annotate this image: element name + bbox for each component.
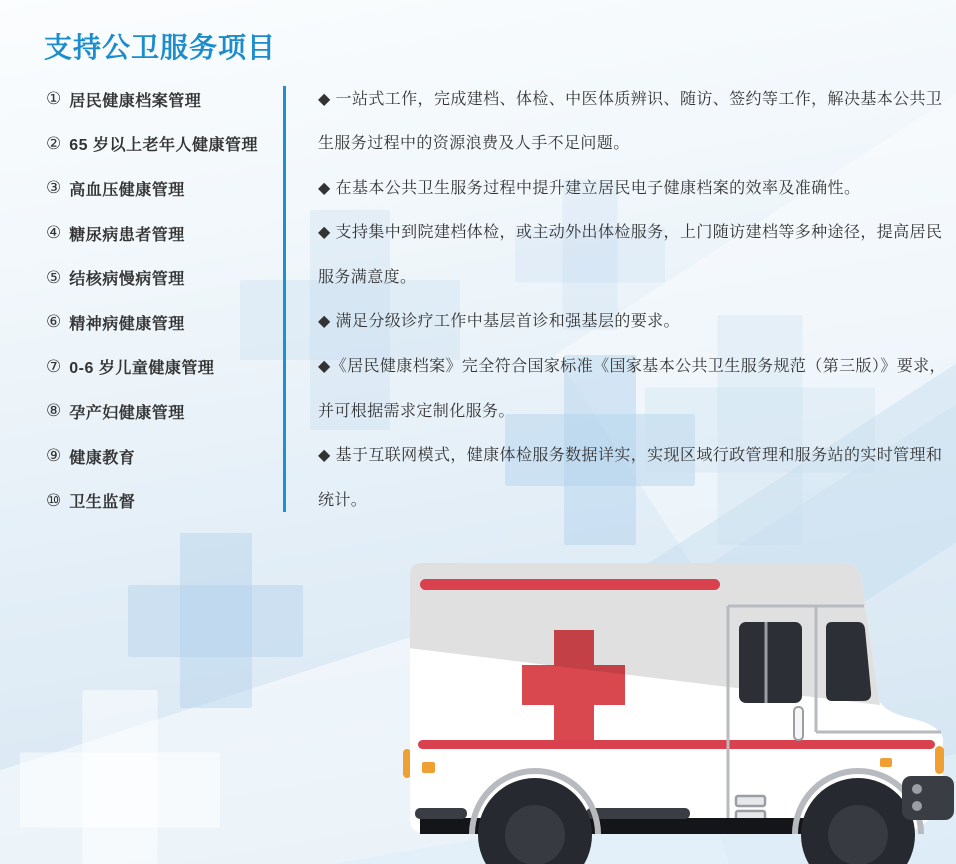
service-item-label: 65 岁以上老年人健康管理	[69, 137, 258, 155]
service-item-number: ⑤	[46, 267, 62, 287]
column-divider	[283, 86, 286, 512]
service-list-item	[46, 255, 281, 300]
service-item-label: 卫生监督	[69, 494, 136, 512]
service-list-item	[46, 211, 281, 256]
ambulance-door-window	[739, 622, 802, 703]
service-item-number: ②	[46, 133, 62, 153]
front-marker-light	[880, 758, 892, 767]
door-handle	[794, 707, 803, 740]
feature-bullet: ◆《居民健康档案》完全符合国家标准《国家基本公共卫生服务规范（第三版）》要求，并可根据需求定制化服务。	[318, 358, 946, 420]
ambulance-illustration	[390, 560, 956, 864]
feature-bullet: ◆ 支持集中到院建档体检，或主动外出体检服务，上门随访建档等多种途径，提高居民服务满意度。	[318, 224, 943, 286]
service-item-number: ⑦	[46, 356, 62, 376]
front-light	[935, 746, 944, 774]
service-list-item	[46, 345, 281, 390]
service-item-label: 居民健康档案管理	[69, 92, 202, 110]
feature-bullet: ◆ 在基本公共卫生服务过程中提升建立居民电子健康档案的效率及准确性。	[318, 179, 861, 197]
ambulance-tail-light	[403, 749, 411, 778]
service-item-label: 精神病健康管理	[69, 315, 185, 333]
service-item-number: ④	[46, 223, 62, 243]
feature-bullet: ◆ 基于互联网模式，健康体检服务数据详实，实现区域行政管理和服务站的实时管理和统计。	[318, 447, 943, 509]
service-list-item	[46, 478, 281, 523]
bg-plus-shape	[20, 690, 220, 864]
ambulance-top-stripe	[420, 579, 720, 590]
ambulance-side-stripe	[418, 740, 935, 749]
service-list-item	[46, 300, 281, 345]
service-item-number: ⑥	[46, 312, 62, 332]
front-bumper	[902, 776, 954, 820]
service-item-label: 高血压健康管理	[69, 181, 185, 199]
service-item-label: 结核病慢病管理	[69, 271, 185, 289]
bg-plus-shape	[128, 533, 303, 708]
service-item-number: ⑩	[46, 490, 62, 510]
service-list-item	[46, 434, 281, 479]
ambulance-windshield	[826, 622, 871, 701]
service-item-number: ⑨	[46, 446, 62, 466]
service-list-item	[46, 166, 281, 211]
service-item-label: 糖尿病患者管理	[69, 226, 185, 244]
service-item-label: 健康教育	[69, 449, 136, 467]
service-item-number: ①	[46, 89, 62, 109]
rear-skirt	[415, 808, 467, 819]
service-item-label: 0-6 岁儿童健康管理	[69, 360, 215, 378]
service-list-item	[46, 389, 281, 434]
page-title: 支持公卫服务项目	[44, 32, 277, 63]
service-list-item	[46, 122, 281, 167]
service-item-label: 孕产妇健康管理	[69, 404, 185, 422]
service-item-number: ⑧	[46, 401, 62, 421]
service-list-item	[46, 77, 281, 122]
rear-marker-light	[422, 762, 435, 773]
service-item-number: ③	[46, 178, 62, 198]
service-list	[46, 77, 281, 523]
feature-bullet: ◆ 一站式工作，完成建档、体检、中医体质辨识、随访、签约等工作，解决基本公共卫生服务过程中的资源浪费及人手不足问题。	[318, 90, 943, 153]
mid-skirt	[586, 808, 690, 819]
feature-list	[318, 78, 956, 524]
feature-bullet: ◆ 满足分级诊疗工作中基层首诊和强基层的要求。	[318, 313, 680, 331]
